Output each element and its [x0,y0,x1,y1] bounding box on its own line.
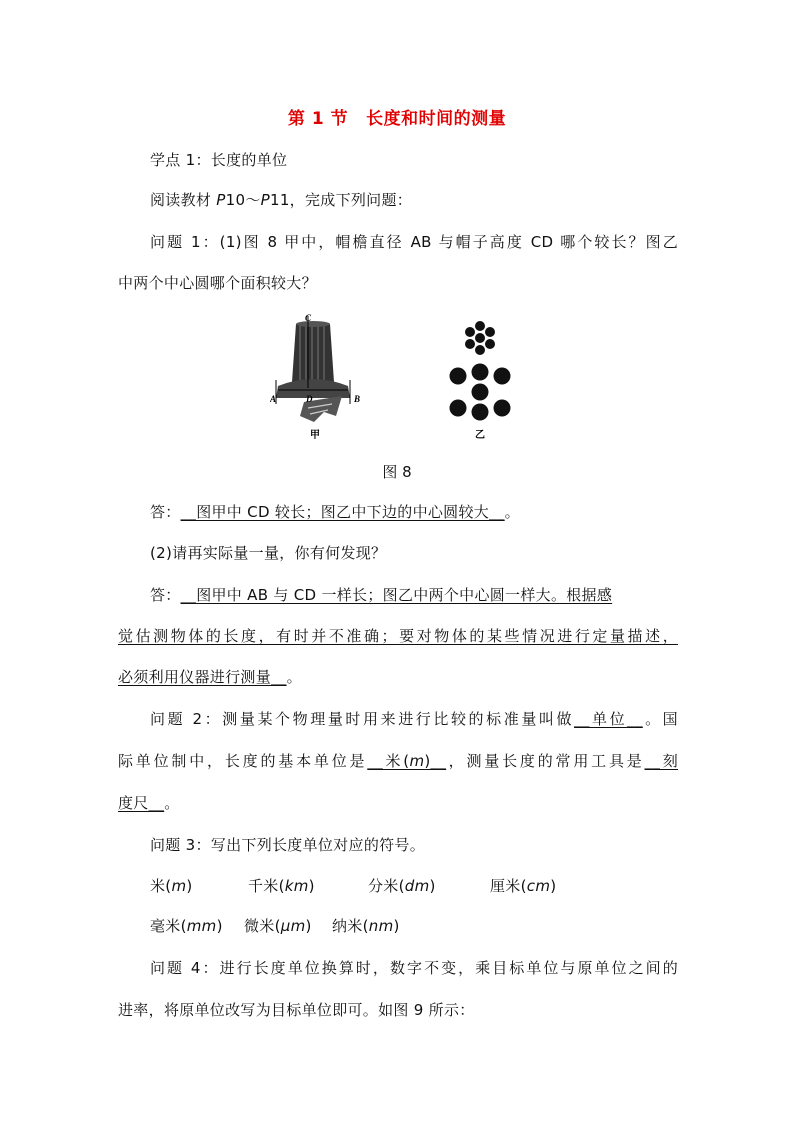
lower-circle-cluster [450,364,511,421]
page-title [0,104,794,129]
unit-nanometer: 纳米(nm) [332,917,400,935]
answer-1b-line-1: 答：__图甲中 AB 与 CD 一样长；图乙中两个中心圆一样大。根据感 [150,586,613,604]
unit-kilometer: 千米(km) [248,877,315,895]
reading-instruction: 阅读教材 P10～P11，完成下列问题： [150,191,413,209]
title-topic: 长度和时间的测量 [366,109,507,129]
upper-circle-cluster [465,321,495,355]
question-1-part-2: (2)请再实际量一量，你有何发现？ [150,544,387,562]
question-1-line-1: 问题 1：(1)图 8 甲中，帽檐直径 AB 与帽子高度 CD 哪个较长？图乙 [150,233,678,251]
answer-1b-line-2: 觉估测物体的长度，有时并不准确；要对物体的某些情况进行定量描述， [118,627,678,645]
question-2-line-1: 问题 2：测量某个物理量时用来进行比较的标准量叫做__单位__。国 [150,710,678,728]
label-d: D [306,394,313,404]
figure-8 [270,312,530,444]
question-2-line-2: 际单位制中，长度的基本单位是__米(m)__，测量长度的常用工具是__刻 [118,752,678,770]
answer-1b-line-3: 必须利用仪器进行测量__。 [118,668,302,686]
unit-row-2 [150,916,678,936]
question-3: 问题 3：写出下列长度单位对应的符号。 [150,836,426,854]
label-jia: 甲 [310,430,320,441]
unit-millimeter: 毫米(mm) [150,917,223,935]
hat-illustration [276,316,350,422]
title-section-number: 第 1 节 [287,109,349,129]
question-2-line-3: 度尺__。 [118,794,180,812]
label-c: C [305,313,312,323]
unit-centimeter: 厘米(cm) [490,877,557,895]
unit-micrometer: 微米(μm) [244,917,312,935]
unit-decimeter: 分米(dm) [368,877,436,895]
label-a: A [270,394,277,404]
label-b: B [354,394,361,404]
figure-caption: 图 8 [382,463,412,481]
unit-row-1 [150,876,678,896]
label-yi: 乙 [475,430,485,441]
question-1-line-2: 中两个中心圆哪个面积较大？ [118,274,317,292]
unit-meter: 米(m) [150,877,193,895]
question-4-line-1: 问题 4：进行长度单位换算时，数字不变，乘目标单位与原单位之间的 [150,959,678,977]
question-4-line-2: 进率，将原单位改写为目标单位即可。如图 9 所示： [118,1001,475,1019]
answer-1: 答：__图甲中 CD 较长；图乙中下边的中心圆较大__。 [150,503,520,521]
section-heading: 学点 1：长度的单位 [150,151,288,169]
